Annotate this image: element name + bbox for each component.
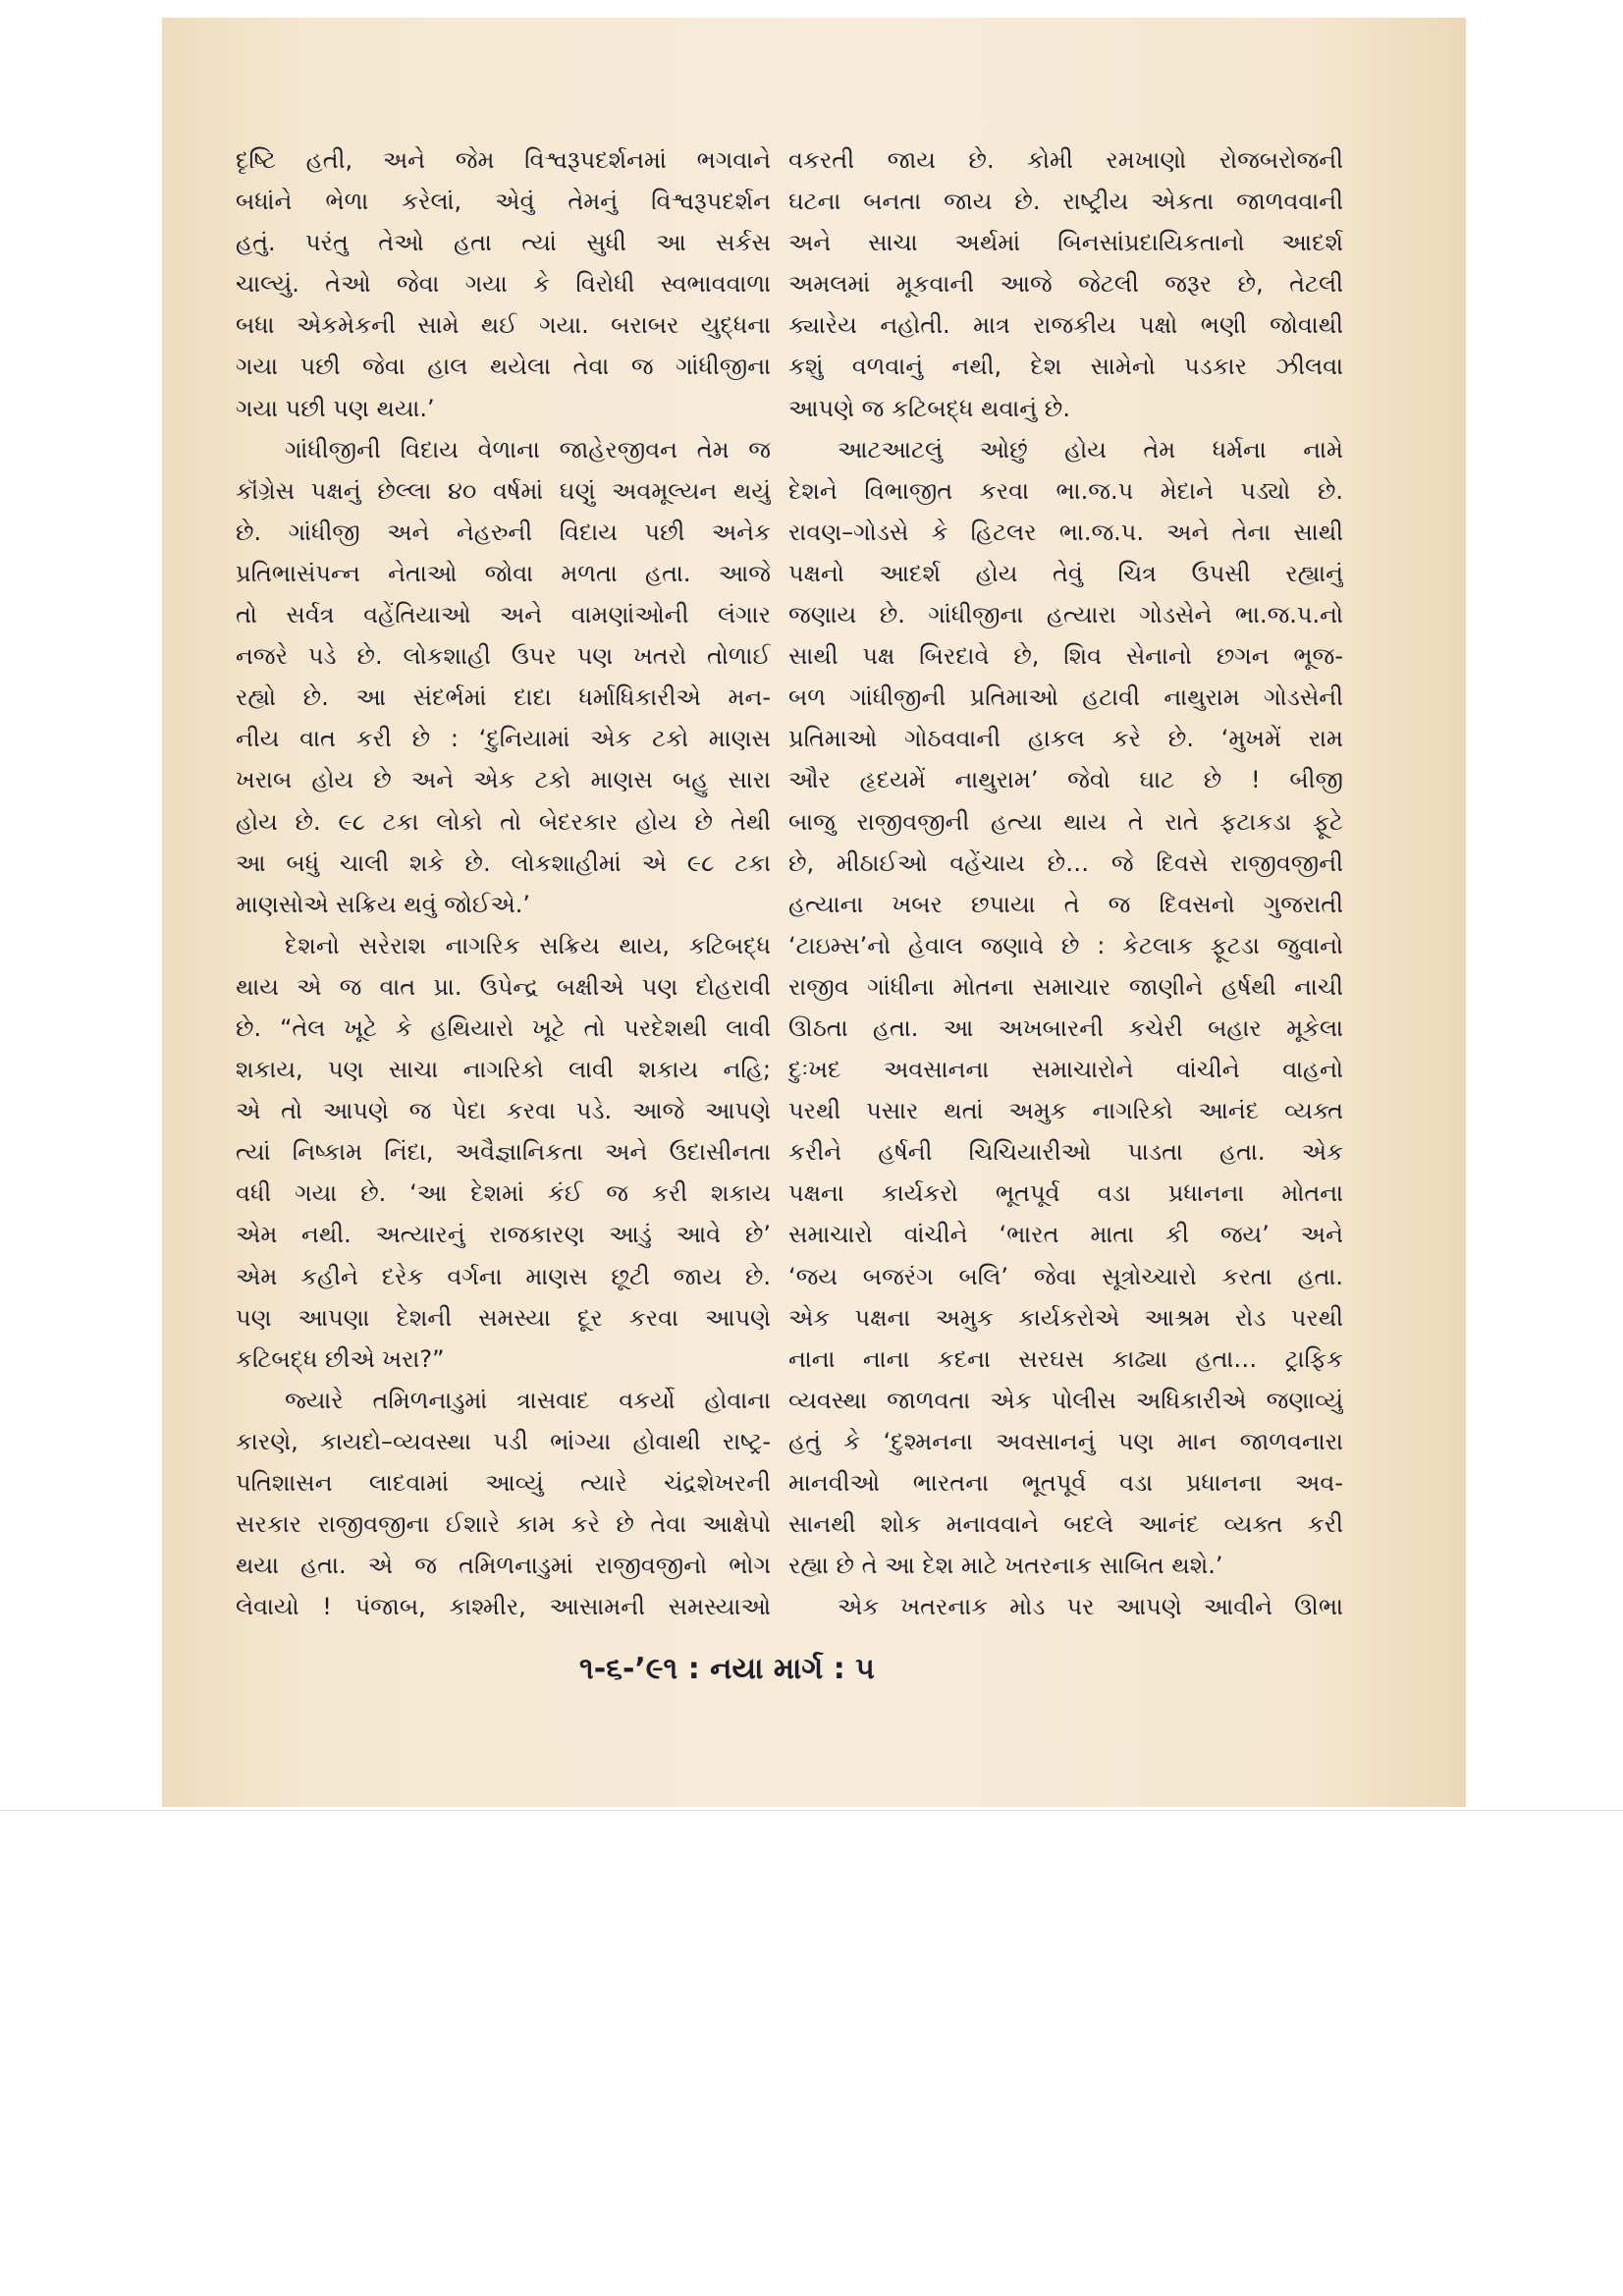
text-line: ‘જય બજરંગ બલિ’ જેવા સૂત્રોચ્ચારો કરતા હતા. (788, 1262, 1343, 1290)
text-line: અમલમાં મૂકવાની આજે જેટલી જરૂર છે, તેટલી (788, 270, 1343, 299)
text-line: રહ્યો છે. આ સંદર્ભમાં દાદા ધર્માધિકારીએ મન- (236, 683, 771, 712)
text-line: રાજીવ ગાંધીના મોતના સમાચાર જાણીને હર્ષથી નાચી (788, 972, 1343, 1001)
text-line: ખરાબ હોય છે અને એક ટકો માણસ બહુ સારા (236, 766, 771, 794)
left-column (236, 139, 771, 1627)
text-line: આપણે જ કટિબદ્ધ થવાનું છે. (788, 394, 1070, 422)
paragraph (236, 1380, 771, 1628)
text-line: થાય એ જ વાત પ્રા. ઉપેન્દ્ર બક્ષીએ પણ દોહરાવી (236, 972, 771, 1001)
text-line: કરીને હર્ષની ચિચિયારીઓ પાડતા હતા. એક (788, 1138, 1343, 1167)
text-line: પ્રતિમાઓ ગોઠવવાની હાકલ કરે છે. ‘મુખમેં રામ (788, 725, 1343, 753)
text-line: નીય વાત કરી છે : ‘દુનિયામાં એક ટકો માણસ (236, 725, 771, 753)
text-line: જણાય છે. ગાંધીજીના હત્યારા ગોડસેને ભા.જ.પ.નો (788, 601, 1343, 629)
text-line: બધા એકમેકની સામે થઈ ગયા. બરાબર યુદ્ધના (236, 311, 771, 340)
text-line: દૃષ્ટિ હતી, અને જેમ વિશ્વરૂપદર્શનમાં ભગવાને (236, 146, 771, 174)
text-line: વકરતી જાય છે. કોમી રમખાણો રોજબરોજની (788, 146, 1343, 174)
text-line: માણસોએ સક્રિય થવું જોઈએ.’ (236, 890, 531, 918)
text-line: ગયા પછી પણ થયા.’ (236, 394, 435, 422)
paragraph (788, 429, 1343, 1587)
text-line: સરકાર રાજીવજીના ઈશારે કામ કરે છે તેવા આક્ષેપો (236, 1510, 771, 1539)
text-line: પક્ષના કાર્યકરો ભૂતપૂર્વ વડા પ્રધાનના મોતના (788, 1179, 1343, 1208)
text-line: કારણે, કાયદો–વ્યવસ્થા પડી ભાંગ્યા હોવાથી રાષ્ટ્ર- (236, 1427, 771, 1455)
text-line: રાવણ–ગોડસે કે હિટલર ભા.જ.પ. અને તેના સાથી (788, 518, 1343, 546)
text-line: આટઆટલું ઓછું હોય તેમ ધર્મના નામે (838, 435, 1343, 464)
paragraph (236, 429, 771, 925)
text-line: કટિબદ્ધ છીએ ખરા?” (236, 1344, 445, 1373)
text-line: છે, મીઠાઈઓ વહેંચાય છે… જે દિવસે રાજીવજીની (788, 848, 1343, 877)
text-line: એક ખતરનાક મોડ પર આપણે આવીને ઊભા (838, 1593, 1343, 1621)
text-line: નજરે પડે છે. લોકશાહી ઉપર પણ ખતરો તોળાઈ (236, 642, 771, 671)
paragraph (236, 925, 771, 1380)
text-line: કશું વળવાનું નથી, દેશ સામેનો પડકાર ઝીલવા (788, 353, 1343, 381)
text-line: જ્યારે તમિળનાડુમાં ત્રાસવાદ વકર્યો હોવાના (285, 1386, 771, 1414)
paragraph (236, 139, 771, 429)
text-line: છે. ગાંધીજી અને નેહરુની વિદાય પછી અનેક (236, 518, 771, 546)
text-line: બળ ગાંધીજીની પ્રતિમાઓ હટાવી નાથુરામ ગોડસેની (788, 683, 1343, 712)
text-line: રહ્યા છે તે આ દેશ માટે ખતરનાક સાબિત થશે.’ (788, 1552, 1223, 1580)
paragraph (788, 1586, 1343, 1627)
text-line: હોય છે. ૯૮ ટકા લોકો તો બેદરકાર હોય છે તેથી (236, 807, 771, 836)
text-line: બાજુ રાજીવજીની હત્યા થાય તે રાતે ફટાકડા ફૂટે (788, 807, 1343, 836)
text-line: લેવાયો ! પંજાબ, કાશ્મીર, આસામની સમસ્યાઓ (236, 1593, 771, 1621)
text-line: પ્રતિભાસંપન્ન નેતાઓ જોવા મળતા હતા. આજે (236, 559, 771, 587)
text-line: ઊઠતા હતા. આ અખબારની કચેરી બહાર મૂકેલા (788, 1013, 1343, 1042)
text-line: વધી ગયા છે. ‘આ દેશમાં કંઈ જ કરી શકાય (236, 1179, 771, 1208)
text-line: એમ નથી. અત્યારનું રાજકારણ આડું આવે છે’ (236, 1221, 771, 1249)
text-line: દેશનો સરેરાશ નાગરિક સક્રિય થાય, કટિબદ્ધ (285, 931, 771, 959)
text-line: સાનથી શોક મનાવવાને બદલે આનંદ વ્યક્ત કરી (788, 1510, 1343, 1539)
text-line: ચાલ્યું. તેઓ જેવા ગયા કે વિરોધી સ્વભાવવાળા (236, 270, 771, 299)
text-line: એક પક્ષના અમુક કાર્યકરોએ આશ્રમ રોડ પરથી (788, 1303, 1343, 1332)
text-line: પરથી પસાર થતાં અમુક નાગરિકો આનંદ વ્યક્ત (788, 1097, 1343, 1125)
text-line: કૉંગ્રેસ પક્ષનું છેલ્લા ૪૦ વર્ષમાં ઘણું અવમૂલ્યન થયું (236, 476, 771, 505)
text-line: શકાય, પણ સાચા નાગરિકો લાવી શકાય નહિ; (236, 1056, 771, 1084)
text-line: ‘ટાઇમ્સ’નો હેવાલ જણાવે છે : કેટલાક ફૂટડા જુવાનો (788, 931, 1343, 959)
text-line: ગાંધીજીની વિદાય વેળાના જાહેરજીવન તેમ જ (285, 435, 771, 464)
page-footer: ૧-૬-’૯૧ : નયા માર્ગ : ૫ (579, 1652, 875, 1686)
text-line: દેશને વિભાજીત કરવા ભા.જ.પ મેદાને પડ્યો છે. (788, 476, 1343, 505)
page-edge-rule (0, 1810, 1623, 1811)
text-line: છે. “તેલ ખૂટે કે હથિયારો ખૂટે તો પરદેશથી લાવી (236, 1013, 771, 1042)
text-line: થયા હતા. એ જ તમિળનાડુમાં રાજીવજીનો ભોગ (236, 1552, 771, 1580)
text-line: પતિશાસન લાદવામાં આવ્યું ત્યારે ચંદ્રશેખરની (236, 1469, 771, 1497)
text-line: સમાચારો વાંચીને ‘ભારત માતા કી જય’ અને (788, 1221, 1343, 1249)
text-line: આ બધું ચાલી શકે છે. લોકશાહીમાં એ ૯૮ ટકા (236, 848, 771, 877)
text-line: ઘટના બનતા જાય છે. રાષ્ટ્રીય એકતા જાળવવાની (788, 188, 1343, 216)
text-line: દુઃખદ અવસાનના સમાચારોને વાંચીને વાહનો (788, 1056, 1343, 1084)
text-line: ઔર હૃદયમેં નાથુરામ’ જેવો ઘાટ છે ! બીજી (788, 766, 1343, 794)
text-line: તો સર્વત્ર વહેંતિયાઓ અને વામણાંઓની લંગાર (236, 601, 771, 629)
text-line: પક્ષનો આદર્શ હોય તેવું ચિત્ર ઉપસી રહ્યાનું (788, 559, 1343, 587)
text-line: નાના નાના કદના સરઘસ કાઢ્યા હતા… ટ્રાફિક (788, 1344, 1343, 1373)
right-column (788, 139, 1343, 1627)
text-line: હતું કે ‘દુશ્મનના અવસાનનું પણ માન જાળવનારા (788, 1427, 1343, 1455)
text-line: હત્યાના ખબર છપાયા તે જ દિવસનો ગુજરાતી (788, 890, 1343, 918)
text-line: સાથી પક્ષ બિરદાવે છે, શિવ સેનાનો છગન ભૂજ- (788, 642, 1343, 671)
text-line: હતું. પરંતુ તેઓ હતા ત્યાં સુધી આ સર્કસ (236, 229, 771, 257)
paragraph (788, 139, 1343, 429)
text-line: ગયા પછી જેવા હાલ થયેલા તેવા જ ગાંધીજીના (236, 353, 771, 381)
text-line: પણ આપણા દેશની સમસ્યા દૂર કરવા આપણે (236, 1303, 771, 1332)
text-line: ત્યાં નિષ્કામ નિંદા, અવૈજ્ઞાનિકતા અને ઉદાસીનતા (236, 1138, 771, 1167)
text-line: વ્યવસ્થા જાળવતા એક પોલીસ અધિકારીએ જણાવ્યું (788, 1386, 1343, 1414)
text-line: બધાંને ભેળા કરેલાં, એવું તેમનું વિશ્વરૂપદર્શન (236, 188, 771, 216)
text-line: એ તો આપણે જ પેદા કરવા પડે. આજે આપણે (236, 1097, 771, 1125)
text-line: અને સાચા અર્થમાં બિનસાંપ્રદાયિકતાનો આદર્શ (788, 229, 1343, 257)
text-line: એમ કહીને દરેક વર્ગના માણસ છૂટી જાય છે. (236, 1262, 771, 1290)
text-line: માનવીઓ ભારતના ભૂતપૂર્વ વડા પ્રધાનના અવ- (788, 1469, 1343, 1497)
text-line: ક્યારેય નહોતી. માત્ર રાજકીય પક્ષો ભણી જોવાથી (788, 311, 1343, 340)
